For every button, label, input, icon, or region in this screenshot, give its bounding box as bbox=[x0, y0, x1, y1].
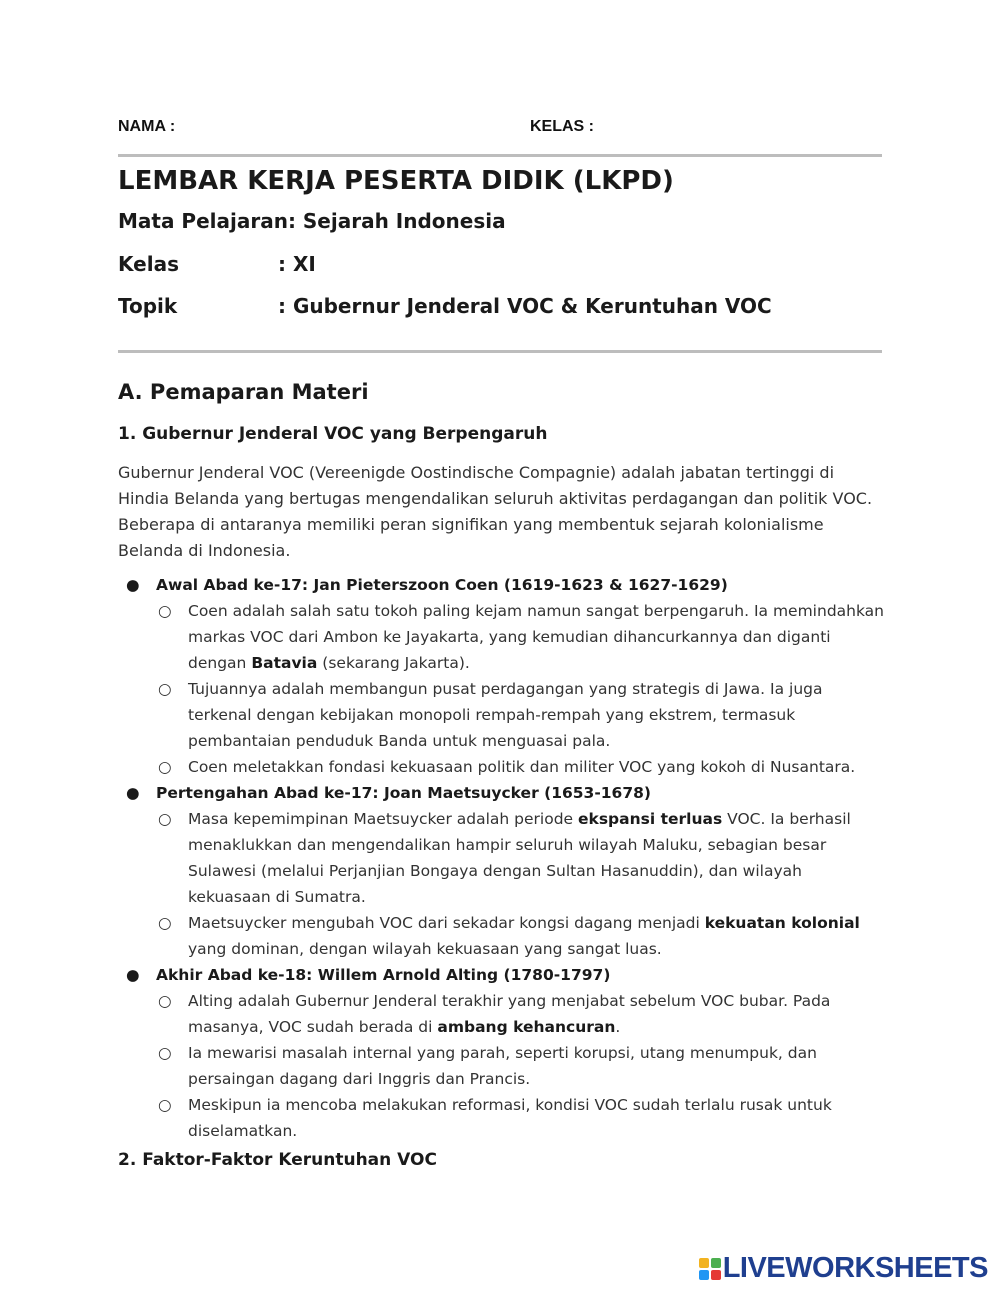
sub-item-text: Coen meletakkan fondasi kekuasaan politik dan militer VOC yang kokoh di Nusantara. bbox=[188, 758, 856, 776]
bullet-icon: ● bbox=[126, 576, 140, 594]
sub-list-item bbox=[118, 1040, 888, 1092]
sub-item-text: Tujuannya adalah membangun pusat perdagangan yang strategis di Jawa. Ia juga terkenal dengan kebijakan monopoli rempah-rempah yang ekstrem, termasuk pembantaian penduduk Banda untuk menguasai pala. bbox=[188, 680, 823, 750]
emphasis-text: ambang kehancuran bbox=[437, 1018, 616, 1036]
sub-item-text: Meskipun ia mencoba melakukan reformasi, kondisi VOC sudah terlalu rusak untuk diselamatkan. bbox=[188, 1096, 832, 1140]
bullet-title: Pertengahan Abad ke-17: Joan Maetsuycker (1653-1678) bbox=[156, 784, 651, 802]
sub-item-text: yang dominan, dengan wilayah kekuasaan yang sangat luas. bbox=[188, 940, 662, 958]
bullet-title: Awal Abad ke-17: Jan Pieterszoon Coen (1619-1623 & 1627-1629) bbox=[156, 576, 728, 594]
student-info-line bbox=[118, 118, 882, 136]
top-divider bbox=[118, 154, 882, 157]
sub-list-item bbox=[118, 598, 888, 676]
sub-bullet-icon: ○ bbox=[158, 914, 172, 932]
sub-list-item bbox=[118, 1092, 888, 1144]
subject-line: Mata Pelajaran: Sejarah Indonesia bbox=[118, 209, 506, 233]
sub-bullet-icon: ○ bbox=[158, 602, 172, 620]
governor-list bbox=[118, 572, 888, 1144]
bullet-title: Akhir Abad ke-18: Willem Arnold Alting (1780-1797) bbox=[156, 966, 611, 984]
worksheet-title: LEMBAR KERJA PESERTA DIDIK (LKPD) bbox=[118, 166, 674, 196]
topic-key: Topik bbox=[118, 294, 178, 318]
class-value: : XI bbox=[278, 252, 316, 276]
sub-item-text: . bbox=[615, 1018, 621, 1036]
class-line bbox=[118, 252, 316, 276]
section-heading: A. Pemaparan Materi bbox=[118, 380, 369, 404]
logo-text: LIVEWORKSHEETS bbox=[722, 1252, 988, 1284]
kelas-label: KELAS : bbox=[530, 118, 594, 135]
emphasis-text: Batavia bbox=[251, 654, 318, 672]
liveworksheets-logo-icon bbox=[699, 1258, 721, 1280]
sub-list-item bbox=[118, 754, 888, 780]
topic-value: : Gubernur Jenderal VOC & Keruntuhan VOC bbox=[278, 294, 772, 318]
list-item bbox=[118, 962, 888, 988]
sub-item-text: Masa kepemimpinan Maetsuycker adalah periode bbox=[188, 810, 574, 828]
topic-line bbox=[118, 294, 772, 318]
sub-list-item bbox=[118, 676, 888, 754]
sub-bullet-icon: ○ bbox=[158, 1096, 172, 1114]
class-key: Kelas bbox=[118, 252, 179, 276]
list-item bbox=[118, 572, 888, 598]
sub-bullet-icon: ○ bbox=[158, 680, 172, 698]
bullet-icon: ● bbox=[126, 966, 140, 984]
sub-item-text: Coen adalah salah satu tokoh paling kejam namun sangat berpengaruh. Ia memindahkan markas VOC dari Ambon ke Jayakarta, yang kemudian dihancurkannya dan diganti dengan bbox=[188, 602, 885, 672]
sub-item-text: Alting adalah Gubernur Jenderal terakhir yang menjabat sebelum VOC bubar. Pada masanya, VOC sudah berada di bbox=[188, 992, 831, 1036]
sub-bullet-icon: ○ bbox=[158, 758, 172, 776]
emphasis-text: kekuatan kolonial bbox=[704, 914, 860, 932]
sub-bullet-icon: ○ bbox=[158, 1044, 172, 1062]
nama-label: NAMA : bbox=[118, 118, 176, 135]
sub-list-item bbox=[118, 988, 888, 1040]
header-divider bbox=[118, 350, 882, 353]
sub-bullet-icon: ○ bbox=[158, 992, 172, 1010]
subsection-heading-1: 1. Gubernur Jenderal VOC yang Berpengaruh bbox=[118, 424, 548, 444]
sub-bullet-icon: ○ bbox=[158, 810, 172, 828]
bullet-icon: ● bbox=[126, 784, 140, 802]
sub-item-text: Ia mewarisi masalah internal yang parah, seperti korupsi, utang menumpuk, dan persaingan dagang dari Inggris dan Prancis. bbox=[188, 1044, 817, 1088]
sub-item-text: (sekarang Jakarta). bbox=[322, 654, 470, 672]
list-item bbox=[118, 780, 888, 806]
sub-item-text: Maetsuycker mengubah VOC dari sekadar kongsi dagang menjadi bbox=[188, 914, 700, 932]
emphasis-text: ekspansi terluas bbox=[578, 810, 723, 828]
sub-list-item bbox=[118, 806, 888, 910]
subsection-heading-2: 2. Faktor-Faktor Keruntuhan VOC bbox=[118, 1150, 437, 1170]
intro-paragraph: Gubernur Jenderal VOC (Vereenigde Oostindische Compagnie) adalah jabatan tertinggi di Hindia Belanda yang bertugas mengendalikan seluruh aktivitas perdagangan dan politik VOC. Beberapa di antaranya memiliki peran signifikan yang membentuk sejarah kolonialisme Belanda di Indonesia. bbox=[118, 463, 873, 560]
sub-item-text: VOC. Ia berhasil menaklukkan dan mengendalikan hampir seluruh wilayah Maluku, sebagian besar Sulawesi (melalui Perjanjian Bongaya dengan Sultan Hasanuddin), dan wilayah kekuasaan di Sumatra. bbox=[188, 810, 851, 906]
sub-list-item bbox=[118, 910, 888, 962]
liveworksheets-logo[interactable] bbox=[699, 1252, 988, 1285]
